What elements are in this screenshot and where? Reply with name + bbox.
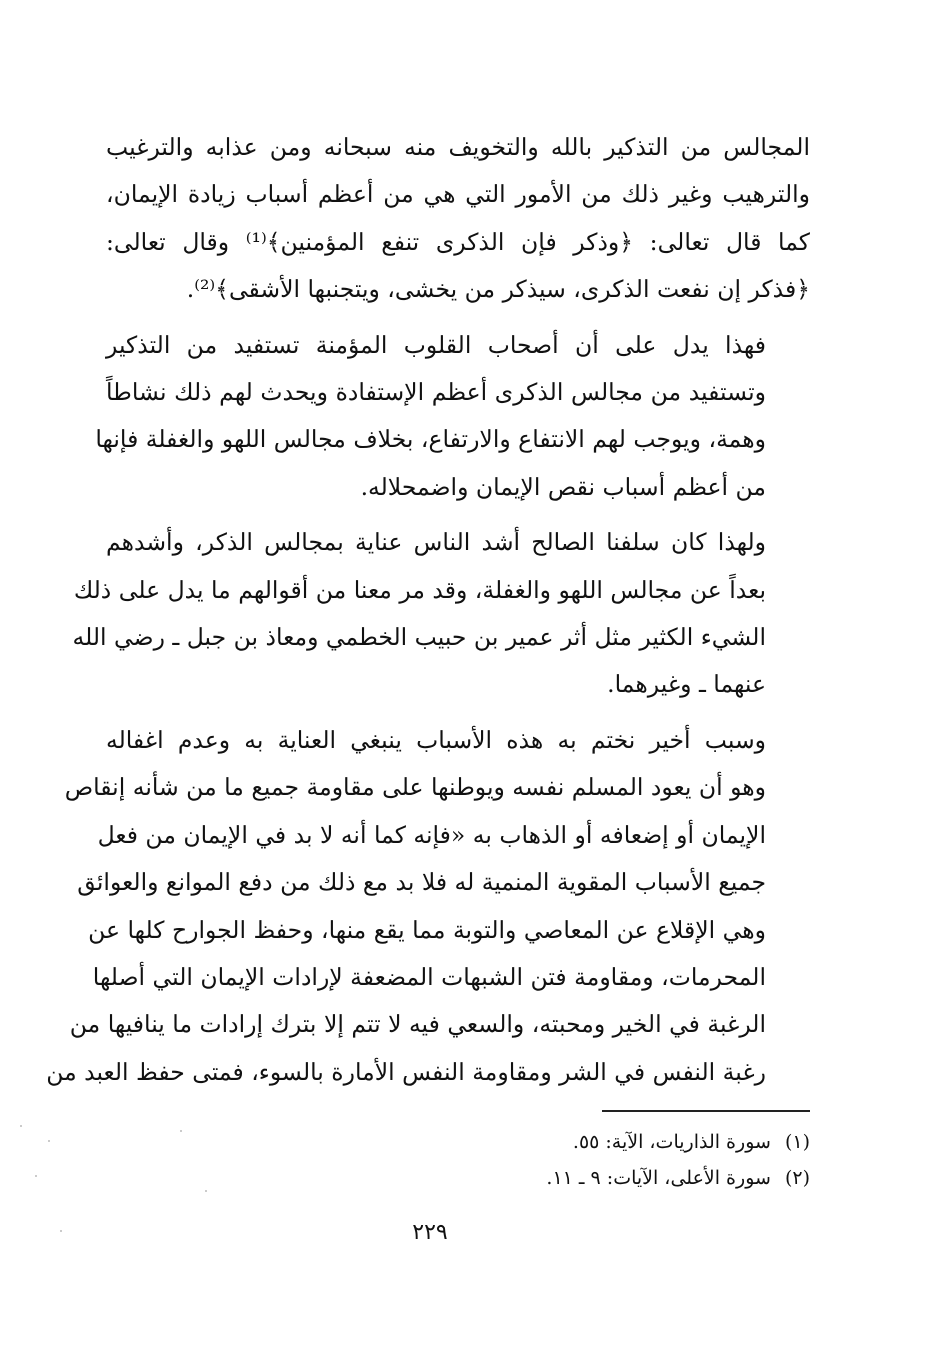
scan-speckle [20,1125,22,1127]
main-text [46,124,810,1104]
footnote-2 [440,1160,810,1196]
text-line: ولهذا كان سلفنا الصالح أشد الناس عناية بمجالس الذكر، وأشدهم [106,528,766,557]
text-line: جميع الأسباب المقوية المنمية له فلا بد مع ذلك من دفع الموانع والعوائق [77,868,766,897]
paragraph [46,717,810,1096]
text-line: وتستفيد من مجالس الذكرى أعظم الإستفادة ويحدث لهم ذلك نشاطاً [106,378,766,407]
paragraph [72,519,810,709]
text-line: الرغبة في الخير ومحبته، والسعي فيه لا تتم إلا بترك إرادات ما ينافيها من [69,1010,766,1039]
footnote-text: سورة الأعلى، الآيات: ٩ ـ ١١. [546,1167,771,1189]
scan-speckle [35,1175,37,1177]
page-number: ٢٢٩ [412,1220,448,1245]
footnote-text: سورة الذاريات، الآية: ٥٥. [572,1131,771,1153]
scan-speckle [205,1190,207,1192]
text-line: بعداً عن مجالس اللهو والغفلة، وقد مر معنا من أقوالهم ما يدل على ذلك [73,575,766,604]
text-line: الشيء الكثير مثل أثر عمير بن حبيب الخطمي ومعاذ بن جبل ـ رضي الله [72,623,766,652]
text-line: عنهما ـ وغيرهما. [607,670,766,699]
footnote-number: (١) [784,1131,810,1153]
scan-speckle [180,1130,182,1132]
text-line: المجالس من التذكير بالله والتخويف منه سبحانه ومن عذابه والترغيب [106,133,810,161]
footnote-number: (٢) [784,1167,810,1189]
paragraph [95,322,810,512]
paragraph [106,124,810,314]
text-line: كما قال تعالى: ﴿وذكر فإن الذكرى تنفع المؤمنين﴾⁽¹⁾ وقال تعالى: [106,227,810,256]
text-line: المحرمات، ومقاومة فتن الشبهات المضعفة لإرادات الإيمان التي أصلها [92,962,766,991]
text-line: الإيمان أو إضعافه أو الذهاب به «فإنه كما أنه لا بد في الإيمان من فعل [97,820,766,849]
text-line: وهو أن يعود المسلم نفسه ويوطنها على مقاومة جميع ما من شأنه إنقاص [64,773,766,802]
text-line: والترهيب وغير ذلك من الأمور التي هي من أعظم أسباب زيادة الإيمان، [106,180,810,209]
footnote-divider [602,1110,810,1112]
text-line: ﴿فذكر إن نفعت الذكرى، سيذكر من يخشى، ويتجنبها الأشقى﴾⁽²⁾. [186,275,810,304]
text-line: وهمة، ويوجب لهم الانتفاع والارتفاع، بخلاف مجالس اللهو والغفلة فإنها [95,425,766,454]
footnotes-section [440,1110,810,1196]
text-line: من أعظم أسباب نقص الإيمان واضمحلاله. [360,472,766,501]
scan-speckle [60,1230,62,1232]
scan-speckle [48,1140,50,1142]
text-line: وهي الإقلاع عن المعاصي والتوبة مما يقع منها، وحفظ الجوارح كلها عن [88,915,766,944]
text-line: وسبب أخير نختم به هذه الأسباب ينبغي العناية به وعدم اغفاله [106,725,766,754]
footnote-1 [440,1124,810,1160]
text-line: فهذا يدل على أن أصحاب القلوب المؤمنة تستفيد من التذكير [106,330,766,359]
text-line: رغبة النفس في الشر ومقاومة النفس الأمارة بالسوء، فمتى حفظ العبد من [46,1057,766,1086]
